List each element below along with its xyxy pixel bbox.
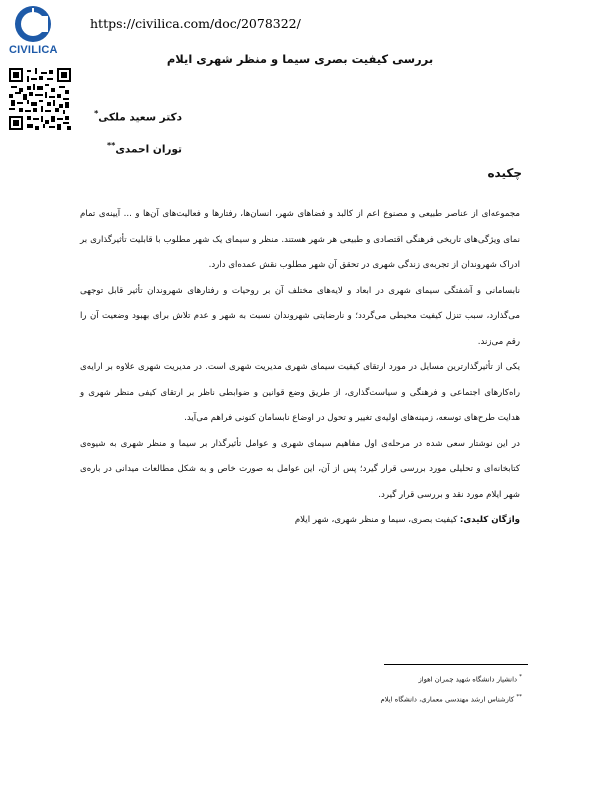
footnote-text: کارشناس ارشد مهندسی معماری، دانشگاه ایلام [380, 695, 515, 704]
author-name: توران احمدی [115, 143, 182, 155]
keywords-label: واژگان کلیدی: [459, 515, 520, 525]
qr-code [9, 68, 71, 130]
footnote-2 [380, 694, 522, 703]
footnote-divider [384, 664, 528, 665]
author-2 [94, 132, 182, 164]
abstract-paragraph: یکی از تأثیرگذارترین مسایل در مورد ارتقای کیفیت سیمای شهری مدیریت شهری است. در مدیریت شهری علاوه بر ارایه‌ی راه‌کارهای اجتماعی و فرهنگی و سیاست‌گذاری، از طریق وضع قوانین و ضوابطی ناظر بر ارتقای کیفی منظر شهری و هدایت طرح‌های توسعه، زمینه‌های اولیه‌ی تغییر و تحول در اوضاع نابسامان کنونی فراهم می‌آید. [80, 362, 520, 423]
footnote-1 [418, 674, 522, 683]
author-1 [94, 100, 182, 132]
civilica-logo-icon [6, 4, 60, 46]
logo-text: CIVILICA [9, 44, 58, 56]
footnote-mark: * [519, 674, 522, 680]
abstract-heading: چکیده [487, 166, 522, 180]
abstract-paragraph: مجموعه‌ای از عناصر طبیعی و مصنوع اعم از کالبد و فضاهای شهر، انسان‌ها، رفتارها و فعالیت‌های آن‌ها و ... آیینه‌ی تمام نمای ویژگی‌های تاریخی فرهنگی اقتصادی و طبیعی هر شهر هستند. منظر و سیمای یک شهر مطلوب با قابلیت تأثیرگذاری بر ادراک شهروندان از تجربه‌ی زندگی شهری در تحقق آن شهر مطلوب نقش عمده‌ای دارد. [80, 209, 520, 270]
document-url[interactable]: https://civilica.com/doc/2078322/ [90, 16, 301, 31]
paper-title: بررسی کیفیت بصری سیما و منظر شهری ایلام [166, 52, 434, 66]
author-mark: ** [106, 140, 116, 150]
civilica-logo[interactable] [6, 4, 60, 56]
author-list [94, 100, 182, 163]
footnote-mark: ** [516, 694, 522, 700]
abstract-body [80, 202, 520, 534]
abstract-paragraph: نابسامانی و آشفتگی سیمای شهری در ابعاد و لایه‌های مختلف آن بر روحیات و رفتارهای شهروندان تأثیر قابل توجهی می‌گذارد، سبب تنزل کیفیت محیطی می‌گردد؛ و نارضایتی شهروندان نسبت به شهر و عدم تلاش برای بهبود وضعیت آن را رقم می‌زند. [80, 285, 520, 347]
keywords-line [80, 508, 520, 534]
footnote-text: دانشیار دانشگاه شهید چمران اهواز [418, 675, 517, 684]
author-name: دکتر سعید ملکی [98, 111, 182, 124]
keywords-text: کیفیت بصری، سیما و منظر شهری، شهر ایلام [294, 515, 460, 525]
author-mark: * [94, 109, 99, 118]
abstract-paragraph: در این نوشتار سعی شده در مرحله‌ی اول مفاهیم سیمای شهری و عوامل تأثیرگذار بر سیما و منظر شهری به شیوه‌ی کتابخانه‌ای و تحلیلی مورد بررسی قرار گیرد؛ پس از آن، این عوامل به صورت خاص و به شکل مطالعات میدانی در باره‌ی شهر ایلام مورد نقد و بررسی قرار گیرد. [80, 438, 520, 500]
